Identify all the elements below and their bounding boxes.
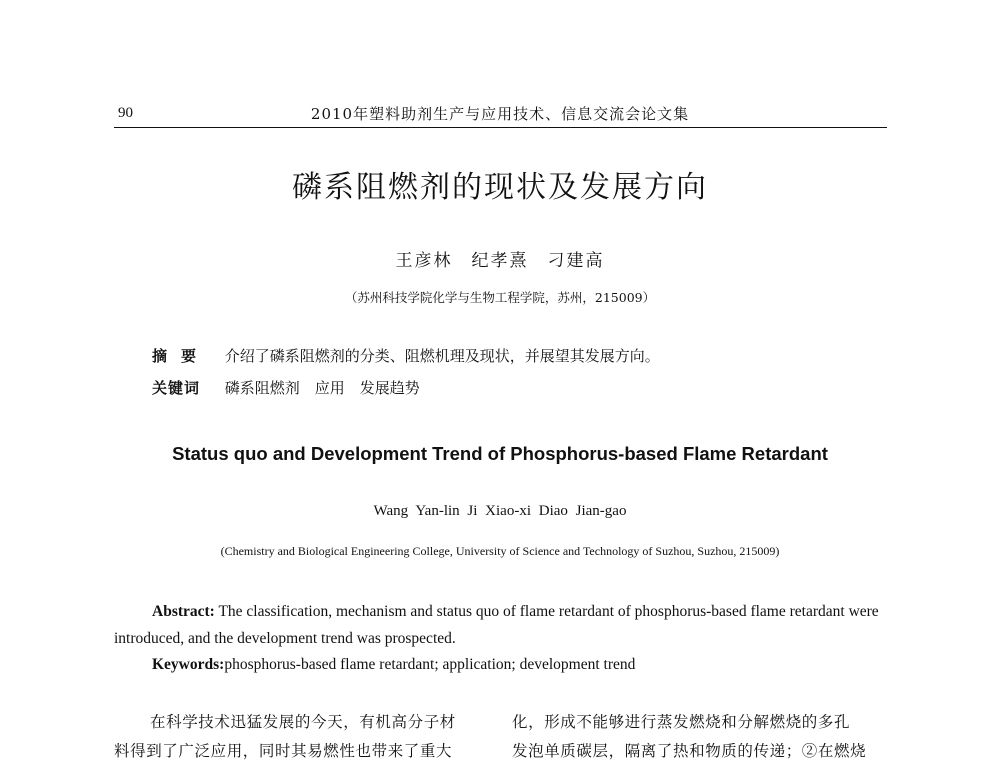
abstract-text-cn: 介绍了磷系阻燃剂的分类、阻燃机理及现状，并展望其发展方向。	[224, 347, 660, 365]
paper-title-cn: 磷系阻燃剂的现状及发展方向	[292, 170, 708, 205]
body-line: 在科学技术迅猛发展的今天，有机高分子材	[150, 713, 456, 731]
abstract-cn	[152, 345, 660, 366]
keywords-text-cn: 磷系阻燃剂 应用 发展趋势	[224, 379, 420, 397]
keywords-label-cn: 关键词	[152, 379, 201, 397]
affiliation-cn: （苏州科技学院化学与生物工程学院，苏州，215009）	[344, 290, 656, 305]
authors-cn: 王彦林 纪孝熹 刁建高	[395, 251, 605, 271]
keywords-text-en: phosphorus-based flame retardant; application; development trend	[224, 656, 636, 673]
page-number: 90	[118, 105, 133, 121]
keywords-en	[152, 656, 635, 674]
authors-en: Wang Yan-lin Ji Xiao-xi Diao Jian-gao	[373, 503, 627, 519]
keywords-cn	[152, 377, 420, 398]
body-column-right	[512, 708, 887, 760]
abstract-label-cn: 摘要	[152, 347, 211, 365]
body-line: 发泡单质碳层，隔离了热和物质的传递；②在燃烧	[512, 742, 867, 760]
abstract-en	[114, 598, 887, 652]
paper-title-en: Status quo and Development Trend of Phosphorus-based Flame Retardant	[172, 443, 828, 464]
header-rule	[114, 127, 887, 128]
body-column-left	[114, 708, 480, 760]
body-line: 料得到了广泛应用，同时其易燃性也带来了重大	[114, 742, 453, 760]
running-head: 2010年塑料助剂生产与应用技术、信息交流会论文集	[310, 105, 690, 123]
body-line: 化，形成不能够进行蒸发燃烧和分解燃烧的多孔	[512, 713, 851, 731]
keywords-label-en: Keywords:	[152, 656, 225, 673]
abstract-text-en: The classification, mechanism and status quo of flame retardant of phosphorus-based flame retardant were introduced, and the development trend was prospected.	[114, 603, 879, 647]
abstract-label-en: Abstract:	[152, 603, 215, 620]
affiliation-en: (Chemistry and Biological Engineering College, University of Science and Technology of Suzhou, Suzhou, 215009)	[220, 544, 780, 558]
